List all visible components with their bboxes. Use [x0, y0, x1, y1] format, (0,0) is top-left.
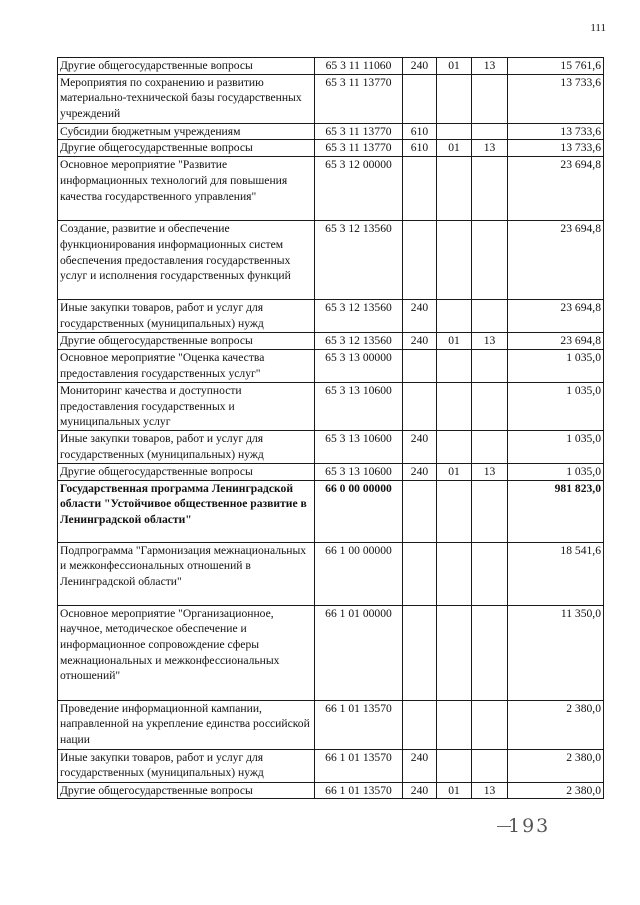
table-row: [58, 58, 604, 75]
row-expense-type: 240: [403, 333, 437, 350]
row-expense-type: [403, 700, 437, 749]
row-expense-type: 610: [403, 123, 437, 140]
row-section: 01: [437, 782, 472, 799]
table-row: [58, 349, 604, 382]
row-name: Другие общегосударственные вопросы: [58, 782, 315, 799]
row-name: Подпрограмма "Гармонизация межнациональных и межконфессиональных отношений в Ленинградской области": [58, 542, 315, 605]
row-expense-type: 240: [403, 300, 437, 333]
row-expense-type: 240: [403, 58, 437, 75]
table-row: [58, 782, 604, 799]
row-subsection: [472, 605, 508, 700]
row-amount: 23 694,8: [508, 300, 604, 333]
row-expense-type: [403, 605, 437, 700]
table-row: [58, 463, 604, 480]
table-row: [58, 333, 604, 350]
row-subsection: [472, 300, 508, 333]
row-amount: 13 733,6: [508, 140, 604, 157]
row-target-code: 66 1 00 00000: [315, 542, 403, 605]
row-name: Основное мероприятие "Организационное, научное, методическое обеспечение и информационное сопровождение сферы межнациональных и межконфессиональных отношений": [58, 605, 315, 700]
row-section: [437, 605, 472, 700]
row-amount: 1 035,0: [508, 463, 604, 480]
row-name: Другие общегосударственные вопросы: [58, 58, 315, 75]
row-subsection: [472, 349, 508, 382]
row-subsection: [472, 382, 508, 430]
row-subsection: 13: [472, 58, 508, 75]
row-target-code: 65 3 12 13560: [315, 333, 403, 350]
row-expense-type: [403, 480, 437, 542]
row-target-code: 65 3 12 13560: [315, 221, 403, 300]
row-section: 01: [437, 333, 472, 350]
row-expense-type: 240: [403, 782, 437, 799]
table-row: [58, 749, 604, 782]
row-amount: 15 761,6: [508, 58, 604, 75]
row-expense-type: [403, 542, 437, 605]
row-target-code: 66 1 01 13570: [315, 782, 403, 799]
row-name: Иные закупки товаров, работ и услуг для государственных (муниципальных) нужд: [58, 300, 315, 333]
row-section: [437, 480, 472, 542]
row-subsection: 13: [472, 782, 508, 799]
row-subsection: [472, 480, 508, 542]
budget-table-body: [58, 58, 604, 799]
row-expense-type: [403, 349, 437, 382]
row-amount: 2 380,0: [508, 700, 604, 749]
row-section: [437, 349, 472, 382]
row-name: Иные закупки товаров, работ и услуг для государственных (муниципальных) нужд: [58, 749, 315, 782]
table-row: [58, 542, 604, 605]
row-section: 01: [437, 58, 472, 75]
row-name: Другие общегосударственные вопросы: [58, 140, 315, 157]
row-section: 01: [437, 140, 472, 157]
row-name: Основное мероприятие "Развитие информационных технологий для повышения качества государственного управления": [58, 157, 315, 221]
row-expense-type: 240: [403, 749, 437, 782]
row-amount: 2 380,0: [508, 749, 604, 782]
row-subsection: [472, 221, 508, 300]
row-expense-type: 240: [403, 430, 437, 463]
row-target-code: 65 3 13 10600: [315, 430, 403, 463]
row-target-code: 66 1 01 13570: [315, 749, 403, 782]
row-section: [437, 749, 472, 782]
row-subsection: [472, 74, 508, 123]
budget-table: [57, 57, 604, 799]
row-name: Другие общегосударственные вопросы: [58, 463, 315, 480]
row-name: Иные закупки товаров, работ и услуг для государственных (муниципальных) нужд: [58, 430, 315, 463]
row-target-code: 65 3 12 00000: [315, 157, 403, 221]
row-amount: 23 694,8: [508, 221, 604, 300]
table-row: [58, 480, 604, 542]
row-target-code: 66 0 00 00000: [315, 480, 403, 542]
table-row: [58, 123, 604, 140]
row-target-code: 65 3 13 00000: [315, 349, 403, 382]
row-section: [437, 157, 472, 221]
row-target-code: 66 1 01 13570: [315, 700, 403, 749]
table-row: [58, 140, 604, 157]
row-target-code: 65 3 11 13770: [315, 140, 403, 157]
row-name: Создание, развитие и обеспечение функционирования информационных систем обеспечения предоставления государственных услуг и исполнения государственных функций: [58, 221, 315, 300]
row-amount: 23 694,8: [508, 157, 604, 221]
row-subsection: [472, 542, 508, 605]
row-amount: 1 035,0: [508, 382, 604, 430]
row-name: Проведение информационной кампании, направленной на укрепление единства российской нации: [58, 700, 315, 749]
row-subsection: [472, 123, 508, 140]
row-amount: 981 823,0: [508, 480, 604, 542]
page-number: 111: [590, 22, 606, 34]
row-amount: 2 380,0: [508, 782, 604, 799]
row-target-code: 65 3 12 13560: [315, 300, 403, 333]
row-expense-type: [403, 157, 437, 221]
row-target-code: 65 3 11 13770: [315, 123, 403, 140]
row-section: [437, 300, 472, 333]
row-section: 01: [437, 463, 472, 480]
row-amount: 23 694,8: [508, 333, 604, 350]
table-row: [58, 700, 604, 749]
row-section: [437, 123, 472, 140]
row-expense-type: [403, 382, 437, 430]
table-row: [58, 382, 604, 430]
row-amount: 1 035,0: [508, 430, 604, 463]
row-amount: 1 035,0: [508, 349, 604, 382]
table-row: [58, 300, 604, 333]
row-expense-type: 610: [403, 140, 437, 157]
row-subsection: 13: [472, 140, 508, 157]
row-target-code: 65 3 11 11060: [315, 58, 403, 75]
row-subsection: [472, 430, 508, 463]
row-section: [437, 74, 472, 123]
row-subsection: 13: [472, 333, 508, 350]
row-name: Государственная программа Ленинградской области "Устойчивое общественное развитие в Ленинградской области": [58, 480, 315, 542]
handwritten-sheet-number: 193: [508, 815, 551, 837]
row-name: Мониторинг качества и доступности предоставления государственных и муниципальных услуг: [58, 382, 315, 430]
row-subsection: [472, 749, 508, 782]
table-row: [58, 430, 604, 463]
row-subsection: [472, 157, 508, 221]
row-name: Мероприятия по сохранению и развитию материально-технической базы государственных учреждений: [58, 74, 315, 123]
row-section: [437, 382, 472, 430]
table-row: [58, 74, 604, 123]
row-expense-type: 240: [403, 463, 437, 480]
row-target-code: 65 3 13 10600: [315, 463, 403, 480]
table-row: [58, 157, 604, 221]
table-row: [58, 221, 604, 300]
row-section: [437, 430, 472, 463]
row-name: Другие общегосударственные вопросы: [58, 333, 315, 350]
row-expense-type: [403, 221, 437, 300]
row-section: [437, 700, 472, 749]
row-subsection: 13: [472, 463, 508, 480]
row-target-code: 65 3 13 10600: [315, 382, 403, 430]
row-amount: 13 733,6: [508, 123, 604, 140]
row-amount: 11 350,0: [508, 605, 604, 700]
row-amount: 13 733,6: [508, 74, 604, 123]
row-section: [437, 542, 472, 605]
row-amount: 18 541,6: [508, 542, 604, 605]
table-row: [58, 605, 604, 700]
row-name: Основное мероприятие "Оценка качества предоставления государственных услуг": [58, 349, 315, 382]
row-target-code: 66 1 01 00000: [315, 605, 403, 700]
row-subsection: [472, 700, 508, 749]
row-name: Субсидии бюджетным учреждениям: [58, 123, 315, 140]
row-section: [437, 221, 472, 300]
row-expense-type: [403, 74, 437, 123]
row-target-code: 65 3 11 13770: [315, 74, 403, 123]
